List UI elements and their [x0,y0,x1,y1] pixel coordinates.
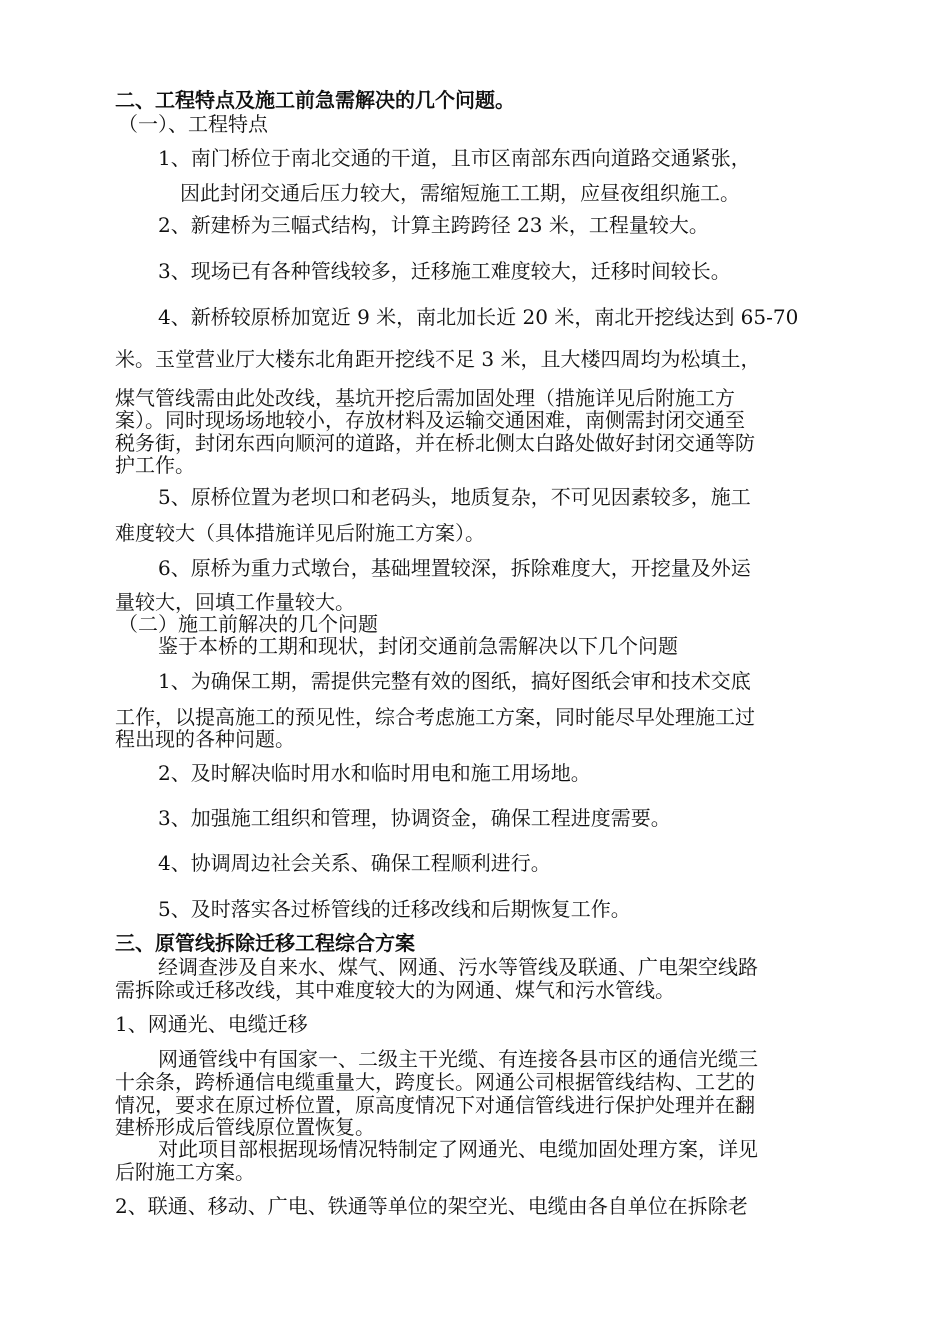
issue-item-1-line-1: 1、为确保工期，需提供完整有效的图纸，搞好图纸会审和技术交底 [158,669,751,693]
pipeline-item-1-line-6: 后附施工方案。 [115,1160,255,1184]
subsection-2-intro: 鉴于本桥的工期和现状，封闭交通前急需解决以下几个问题 [158,634,678,658]
feature-item-6-line-1: 6、原桥为重力式墩台，基础埋置较深，拆除难度大，开挖量及外运 [158,556,751,580]
pipeline-item-2-line-1: 2、联通、移动、广电、铁通等单位的架空光、电缆由各自单位在拆除老 [115,1194,748,1218]
section-2-heading: 二、工程特点及施工前急需解决的几个问题。 [115,88,515,112]
feature-item-2: 2、新建桥为三幅式结构，计算主跨跨径 23 米，工程量较大。 [158,213,709,237]
issue-item-5: 5、及时落实各过桥管线的迁移改线和后期恢复工作。 [158,897,631,921]
issue-item-3: 3、加强施工组织和管理，协调资金，确保工程进度需要。 [158,806,671,830]
feature-item-6-line-2: 量较大，回填工作量较大。 [115,590,355,614]
section-3-intro-line-2: 需拆除或迁移改线，其中难度较大的为网通、煤气和污水管线。 [115,978,675,1002]
pipeline-item-1-line-3: 情况，要求在原过桥位置，原高度情况下对通信管线进行保护处理并在翻 [115,1093,755,1117]
feature-item-1-line-1: 1、南门桥位于南北交通的干道，且市区南部东西向道路交通紧张， [158,146,751,170]
feature-item-4-line-4: 案）。同时现场场地较小，存放材料及运输交通困难，南侧需封闭交通至 [115,408,745,432]
issue-item-1-line-2: 工作，以提高施工的预见性，综合考虑施工方案，同时能尽早处理施工过 [115,705,755,729]
section-3-intro-line-1: 经调查涉及自来水、煤气、网通、污水等管线及联通、广电架空线路 [158,955,758,979]
issue-item-2: 2、及时解决临时用水和临时用电和施工用场地。 [158,761,591,785]
feature-item-1-line-2: 因此封闭交通后压力较大，需缩短施工工期，应昼夜组织施工。 [180,181,740,205]
feature-item-4-line-1: 4、新桥较原桥加宽近 9 米，南北加长近 20 米，南北开挖线达到 65-70 [158,305,799,329]
subsection-1-title: （一）、工程特点 [118,112,268,136]
subsection-2-title: （二）施工前解决的几个问题 [118,612,378,636]
feature-item-3: 3、现场已有各种管线较多，迁移施工难度较大，迁移时间较长。 [158,259,731,283]
issue-item-4: 4、协调周边社会关系、确保工程顺利进行。 [158,851,551,875]
feature-item-4-line-5: 税务街，封闭东西向顺河的道路，并在桥北侧太白路处做好封闭交通等防 [115,431,755,455]
section-3-heading: 三、原管线拆除迁移工程综合方案 [115,931,415,955]
pipeline-item-1-line-1: 网通管线中有国家一、二级主干光缆、有连接各县市区的通信光缆三 [158,1047,758,1071]
pipeline-item-1-line-2: 十余条，跨桥通信电缆重量大，跨度长。网通公司根据管线结构、工艺的 [115,1070,755,1094]
pipeline-item-1-title: 1、网通光、电缆迁移 [115,1012,308,1036]
pipeline-item-1-line-5: 对此项目部根据现场情况特制定了网通光、电缆加固处理方案，详见 [158,1137,758,1161]
feature-item-4-line-2: 米。玉堂营业厅大楼东北角距开挖线不足 3 米，且大楼四周均为松填土， [115,347,761,371]
issue-item-1-line-3: 程出现的各种问题。 [115,727,295,751]
feature-item-4-line-3: 煤气管线需由此处改线，基坑开挖后需加固处理（措施详见后附施工方 [115,386,735,410]
feature-item-5-line-1: 5、原桥位置为老坝口和老码头，地质复杂，不可见因素较多，施工 [158,485,751,509]
pipeline-item-1-line-4: 建桥形成后管线原位置恢复。 [115,1115,375,1139]
feature-item-4-line-6: 护工作。 [115,453,195,477]
feature-item-5-line-2: 难度较大（具体措施详见后附施工方案）。 [115,521,485,545]
